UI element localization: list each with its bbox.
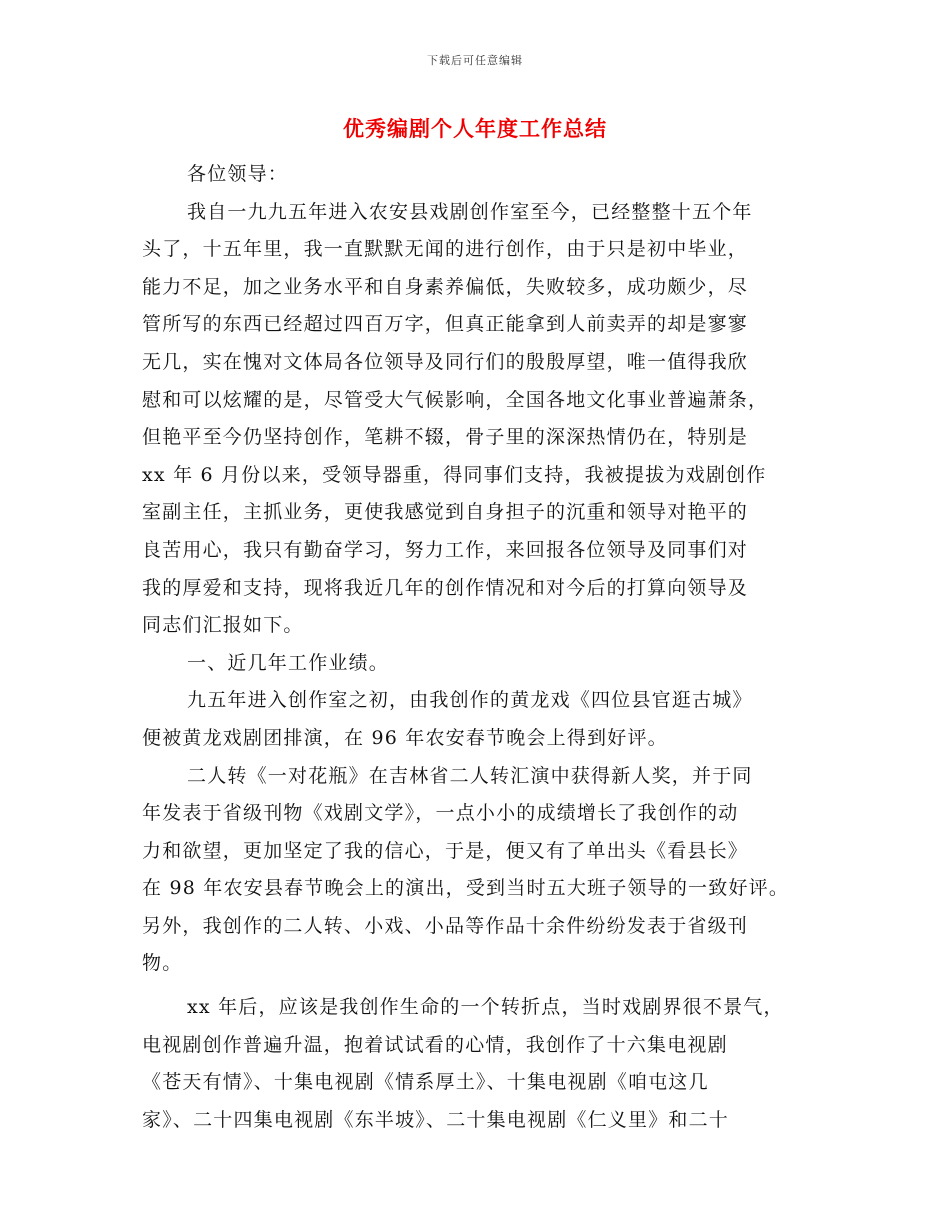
document-body (142, 156, 812, 1139)
paragraph-line: 九五年进入创作室之初，由我创作的黄龙戏《四位县官逛古城》 (187, 689, 753, 712)
paragraph-line: 电视剧创作普遍升温，抱着试试看的心情，我创作了十六集电视剧 (142, 1033, 728, 1056)
paragraph-line: 我的厚爱和支持，现将我近几年的创作情况和对今后的打算向领导及 (142, 576, 749, 599)
paragraph-line: xx 年 6 月份以来，受领导器重，得同事们支持，我被提拔为戏剧创作 (142, 463, 767, 486)
paragraph-line: 同志们汇报如下。 (142, 614, 304, 637)
paragraph-line: 年发表于省级刊物《戏剧文学》，一点小小的成绩增长了我创作的动 (142, 802, 739, 825)
paragraph-line: 良苦用心，我只有勤奋学习，努力工作，来回报各位领导及同事们对 (142, 538, 749, 561)
paragraph-line: xx 年后，应该是我创作生命的一个转折点，当时戏剧界很不景气， (187, 996, 784, 1019)
paragraph-line: 另外，我创作的二人转、小戏、小品等作品十余件纷纷发表于省级刊 (142, 914, 749, 937)
paragraph-line: 《苍天有情》、十集电视剧《情系厚土》、十集电视剧《咱屯这几 (142, 1071, 709, 1094)
paragraph-line: 能力不足，加之业务水平和自身素养偏低，失败较多，成功颇少，尽 (142, 275, 749, 298)
paragraph-line: 便被黄龙戏剧团排演，在 96 年农安春节晚会上得到好评。 (142, 726, 668, 749)
paragraph-line: 物。 (142, 952, 183, 975)
paragraph-line: 家》、二十四集电视剧《东半坡》、二十集电视剧《仁义里》和二十 (142, 1108, 730, 1131)
paragraph-line: 慰和可以炫耀的是，尽管受大气候影响，全国各地文化事业普遍萧条， (142, 388, 769, 411)
paragraph-line: 我自一九九五年进入农安县戏剧创作室至今，已经整整十五个年 (187, 200, 753, 223)
page-header-note: 下载后可任意编辑 (427, 54, 523, 67)
paragraph-line: 室副主任，主抓业务，更使我感觉到自身担子的沉重和领导对艳平的 (142, 501, 749, 524)
paragraph-line: 力和欲望，更加坚定了我的信心，于是，便又有了单出头《看县长》 (142, 839, 749, 862)
paragraph-line: 头了，十五年里，我一直默默无闻的进行创作，由于只是初中毕业， (142, 238, 749, 261)
paragraph-line: 管所写的东西已经超过四百万字，但真正能拿到人前卖弄的却是寥寥 (142, 313, 749, 336)
section-heading: 一、近几年工作业绩。 (187, 651, 390, 674)
salutation-line: 各位领导： (187, 163, 289, 185)
paragraph-line: 二人转《一对花瓶》在吉林省二人转汇演中获得新人奖，并于同 (187, 764, 753, 787)
paragraph-line: 在 98 年农安县春节晚会上的演出，受到当时五大班子领导的一致好评。 (142, 877, 790, 900)
document-title: 优秀编剧个人年度工作总结 (343, 116, 607, 141)
paragraph-line: 无几，实在愧对文体局各位领导及同行们的殷殷厚望，唯一值得我欣 (142, 350, 749, 373)
paragraph-line: 但艳平至今仍坚持创作，笔耕不辍，骨子里的深深热情仍在，特别是 (142, 426, 749, 449)
